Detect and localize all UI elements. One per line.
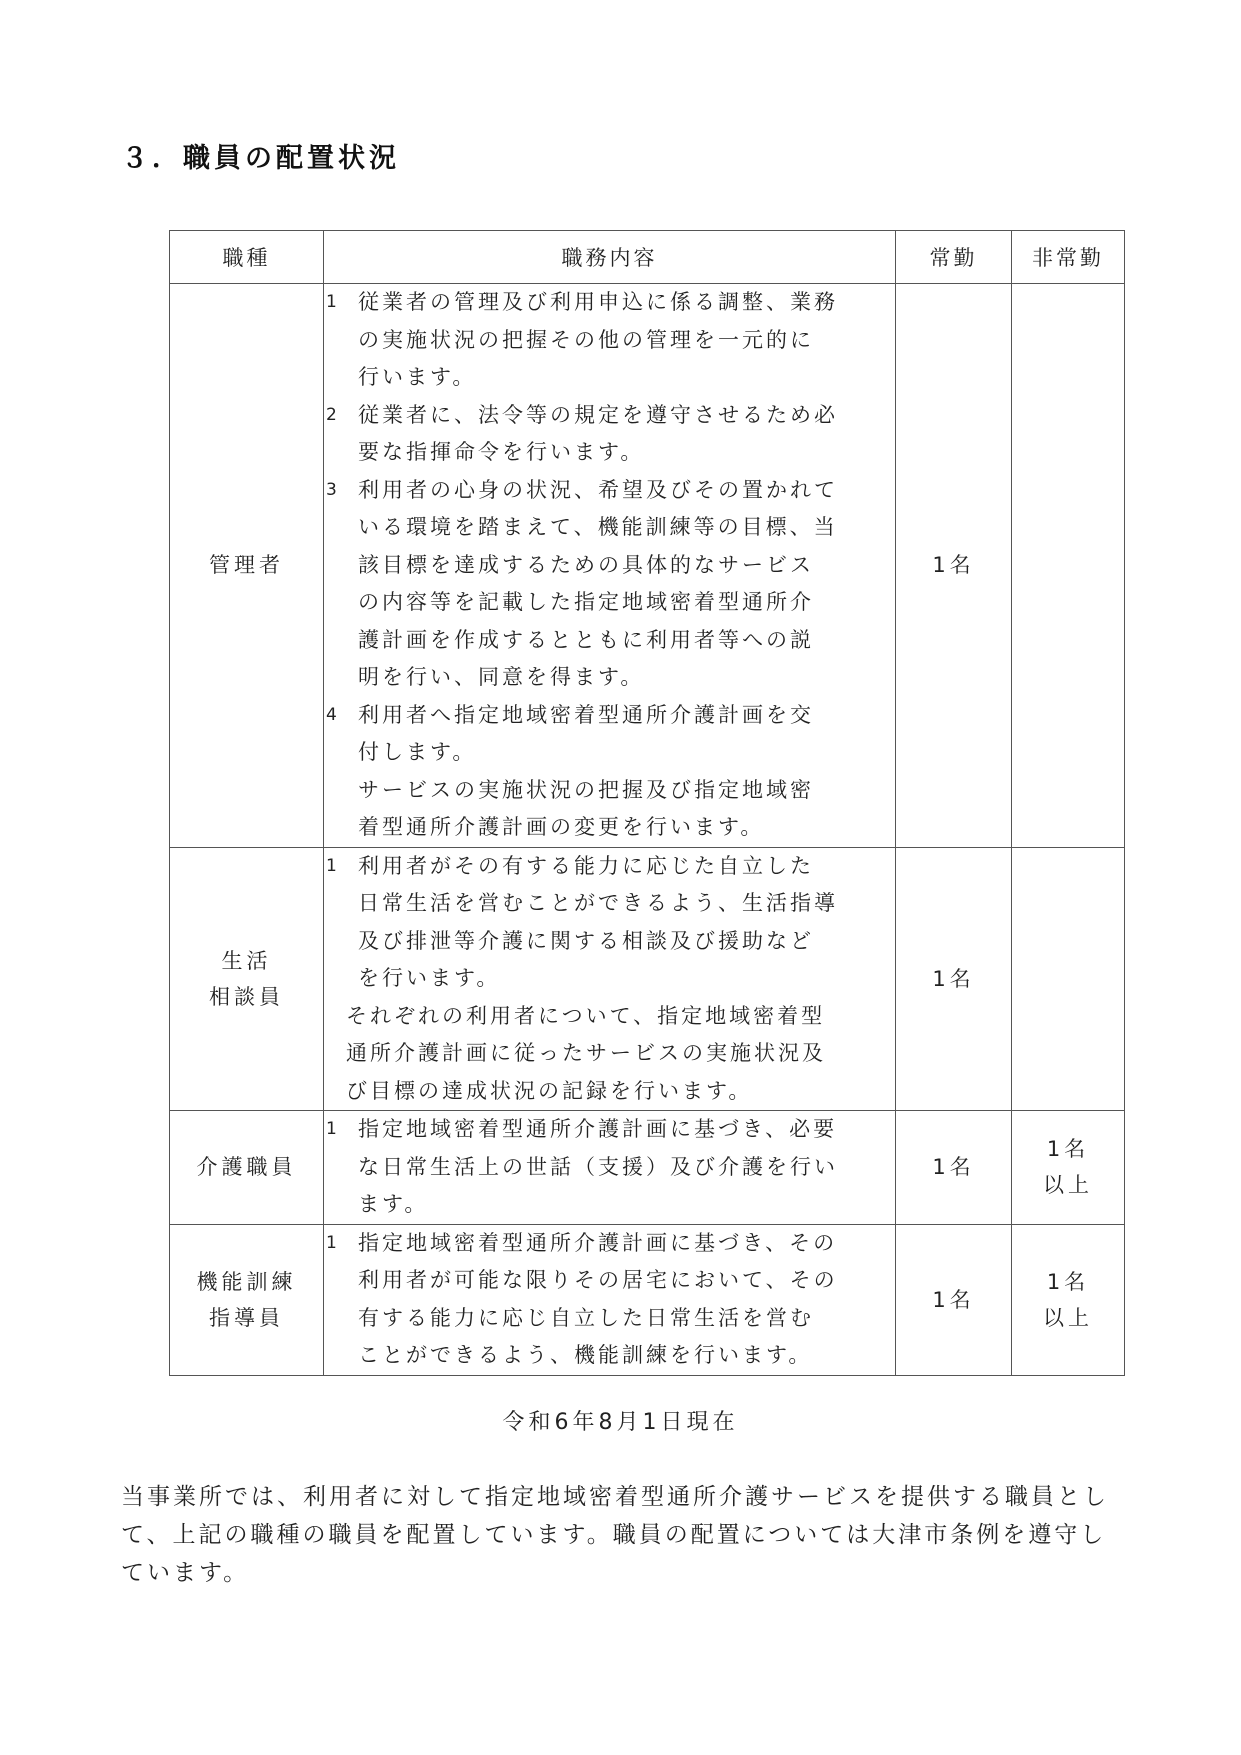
parttime-count-suffix: 以上 [1043,1305,1093,1330]
duty-item [324,772,895,847]
parttime-count-suffix: 以上 [1043,1173,1093,1198]
duty-line: ます。 [358,1192,429,1216]
role-label: 相談員 [209,984,284,1009]
duty-item [324,397,895,472]
duty-item [324,1111,895,1224]
header-role: 職種 [170,231,324,284]
fulltime-count: 1名 [932,1287,975,1312]
role-cell [170,847,324,1111]
role-cell [170,1111,324,1225]
fulltime-cell [896,1111,1012,1225]
duty-line: 護計画を作成するとともに利用者等への説 [358,627,814,652]
duty-line: 該目標を達成するための具体的なサービス [358,552,814,577]
duty-item [324,697,895,772]
footer-note: 当事業所では、利用者に対して指定地域密着型通所介護サービスを提供する職員として、上記の職種の職員を配置しています。職員の配置については大津市条例を遵守しています。 [121,1484,1109,1586]
duty-line: 有する能力に応じ自立した日常生活を営む [358,1305,814,1330]
duty-line: 要な指揮命令を行います。 [358,440,645,464]
role-label: 機能訓練 [196,1269,297,1294]
duty-line: サービスの実施状況の把握及び指定地域密 [358,777,814,802]
header-parttime: 非常勤 [1012,231,1125,284]
duty-line: の内容等を記載した指定地域密着型通所介 [358,590,814,614]
duties-cell [324,1111,896,1225]
duty-line: 付します。 [358,740,477,764]
duty-line: 利用者の心身の状況、希望及びその置かれて [358,477,838,502]
duties-cell [324,847,896,1111]
duty-line: 及び排泄等介護に関する相談及び援助など [358,928,814,953]
duty-line: 明を行い、同意を得ます。 [358,665,645,689]
role-label: 指導員 [209,1305,284,1330]
fulltime-cell [896,284,1012,848]
duty-item [324,472,895,697]
header-duties: 職務内容 [324,231,896,284]
duty-line: 従業者の管理及び利用申込に係る調整、業務 [358,290,838,314]
duty-line: の実施状況の把握その他の管理を一元的に [358,327,814,352]
as-of-date: 令和6年8月1日現在 [502,1410,739,1435]
fulltime-cell [896,847,1012,1111]
duty-line: 従業者に、法令等の規定を遵守させるため必 [358,402,838,427]
duty-line: 利用者へ指定地域密着型通所介護計画を交 [358,702,814,727]
duty-line: 指定地域密着型通所介護計画に基づき、その [358,1230,838,1255]
parttime-count: 1名 [1046,1137,1090,1162]
duty-line: な日常生活上の世話（支援）及び介護を行い [358,1154,838,1179]
header-fulltime: 常勤 [896,231,1012,284]
duty-line: び目標の達成状況の記録を行います。 [346,1078,753,1103]
table-row [170,847,1125,1111]
table-row [170,1224,1125,1375]
duty-number: 3 [326,479,340,500]
duty-number: 2 [326,404,340,425]
role-label: 介護職員 [196,1155,297,1180]
duty-line: それぞれの利用者について、指定地域密着型 [346,1003,826,1028]
duty-number: 1 [326,1119,340,1139]
parttime-cell [1012,847,1125,1111]
fulltime-count: 1名 [932,966,975,991]
page-title: ３．職員の配置状況 [121,143,400,174]
fulltime-count: 1名 [932,1155,975,1180]
duty-item [324,848,895,998]
role-cell [170,284,324,848]
duties-cell [324,1224,896,1375]
duty-line: を行います。 [358,966,501,990]
duty-number: 4 [326,704,340,725]
duty-number: 1 [326,855,340,876]
duty-line: 通所介護計画に従ったサービスの実施状況及 [346,1041,826,1065]
duty-line: 日常生活を営むことができるよう、生活指導 [358,891,838,915]
staff-table [169,230,1125,1376]
duty-item [324,1225,895,1375]
duty-item [324,284,895,397]
duty-line: 行います。 [358,365,477,389]
fulltime-count: 1名 [932,553,975,578]
duty-number: 1 [326,1232,340,1253]
parttime-cell [1012,1111,1125,1225]
duty-item [324,998,895,1111]
duty-line: ことができるよう、機能訓練を行います。 [358,1343,813,1367]
role-label: 生活 [221,948,272,973]
duty-line: 利用者がその有する能力に応じた自立した [358,853,814,878]
parttime-cell [1012,284,1125,848]
table-row [170,284,1125,848]
role-label: 管理者 [209,553,284,578]
duty-line: 着型通所介護計画の変更を行います。 [358,815,765,839]
duty-line: 利用者が可能な限りその居宅において、その [358,1268,838,1292]
duty-line: 指定地域密着型通所介護計画に基づき、必要 [358,1117,838,1141]
duty-line: いる環境を踏まえて、機能訓練等の目標、当 [358,515,838,539]
fulltime-cell [896,1224,1012,1375]
duties-cell [324,284,896,848]
table-header-row [170,231,1125,284]
parttime-count: 1名 [1046,1269,1090,1294]
role-cell [170,1224,324,1375]
table-row [170,1111,1125,1225]
parttime-cell [1012,1224,1125,1375]
duty-number: 1 [326,292,340,312]
